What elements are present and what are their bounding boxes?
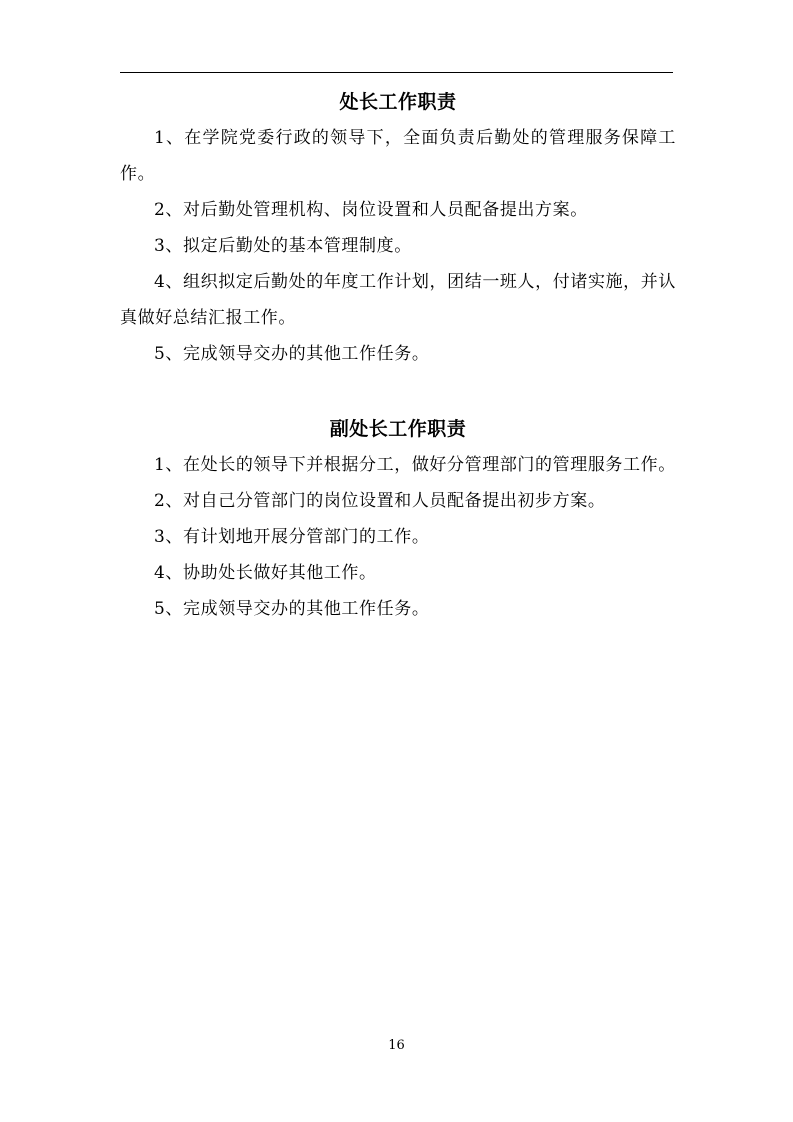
duty-item: 5、完成领导交办的其他工作任务。 (154, 344, 430, 364)
deputy-director-duties-section (120, 411, 676, 627)
duty-item: 1、在学院党委行政的领导下，全面负责后勤处的管理服务保障工作。 (120, 128, 676, 184)
duty-list (120, 447, 676, 627)
duty-item: 3、拟定后勤处的基本管理制度。 (154, 236, 412, 256)
duty-item: 3、有计划地开展分管部门的工作。 (154, 527, 430, 547)
duty-item: 4、组织拟定后勤处的年度工作计划，团结一班人，付诸实施，并认真做好总结汇报工作。 (120, 272, 676, 328)
duty-list (120, 120, 676, 372)
header-rule (120, 72, 673, 73)
duty-item: 2、对后勤处管理机构、岗位设置和人员配备提出方案。 (154, 200, 588, 220)
duty-item: 4、协助处长做好其他工作。 (154, 563, 377, 583)
page-number: 16 (388, 1038, 405, 1053)
duty-item: 2、对自己分管部门的岗位设置和人员配备提出初步方案。 (154, 491, 606, 511)
section-title: 副处长工作职责 (329, 418, 467, 440)
duty-item: 5、完成领导交办的其他工作任务。 (154, 599, 430, 619)
duty-item: 1、在处长的领导下并根据分工，做好分管理部门的管理服务工作。 (154, 455, 676, 475)
section-title: 处长工作职责 (339, 91, 457, 113)
director-duties-section (120, 84, 676, 372)
